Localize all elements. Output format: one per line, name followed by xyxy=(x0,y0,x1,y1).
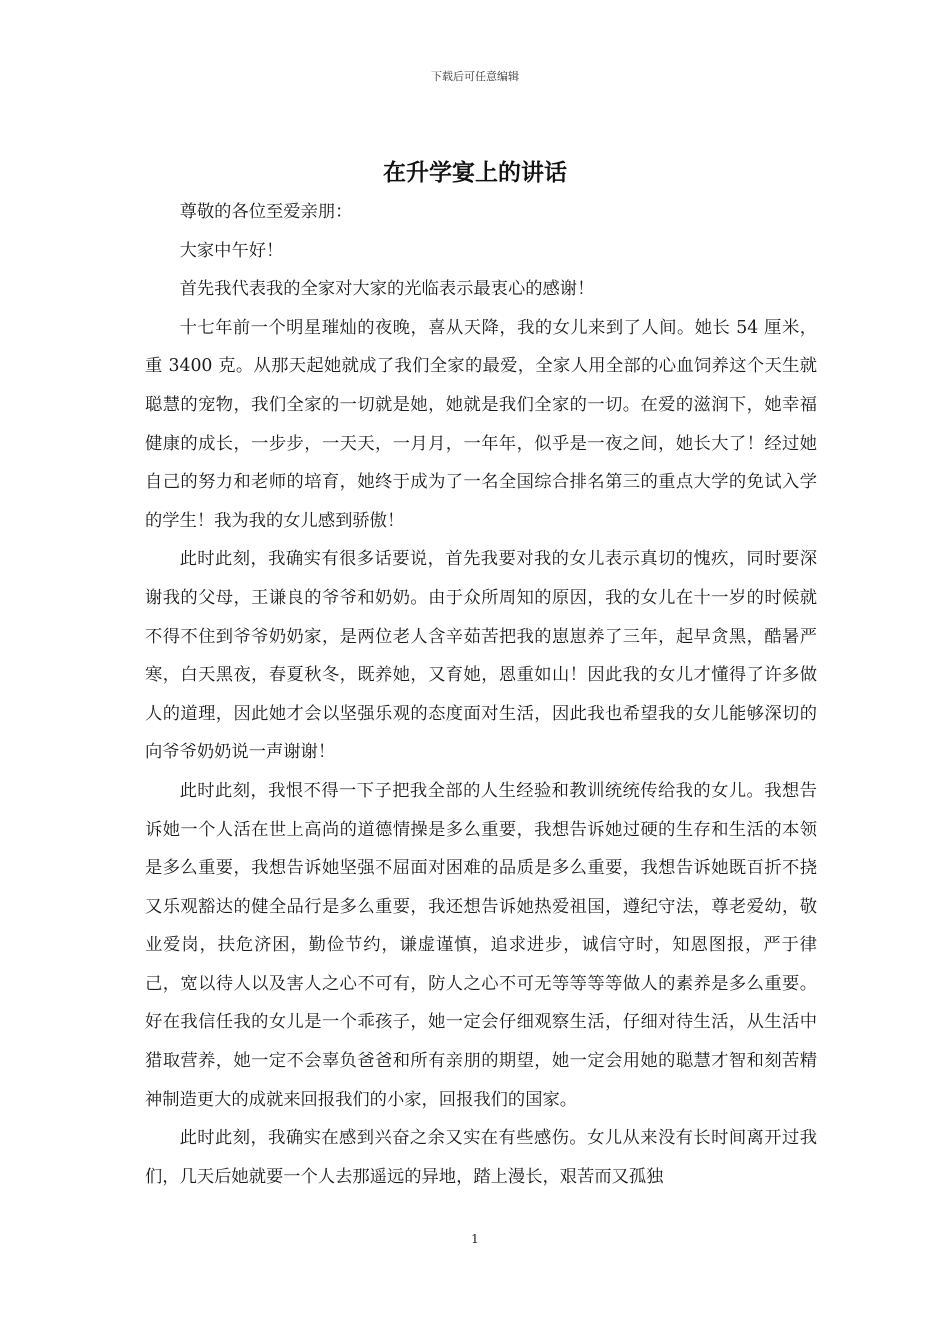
paragraph: 此时此刻，我确实有很多话要说，首先我要对我的女儿表示真切的愧疚，同时要深谢我的父母，王谦良的爷爷和奶奶。由于众所周知的原因，我的女儿在十一岁的时候就不得不住到爷爷奶奶家，是两位老人含辛茹苦把我的崽崽养了三年，起早贪黑，酷暑严寒，白天黑夜，春夏秋冬，既养她，又育她，恩重如山！因此我的女儿才懂得了许多做人的道理，因此她才会以坚强乐观的态度面对生活，因此我也希望我的女儿能够深切的向爷爷奶奶说一声谢谢！ xyxy=(145,549,817,763)
header-note: 下载后可任意编辑 xyxy=(431,70,519,83)
document-body xyxy=(145,193,817,1196)
page-number: 1 xyxy=(471,1232,479,1246)
document-title: 在升学宴上的讲话 xyxy=(383,160,567,186)
greeting: 大家中午好！ xyxy=(179,240,284,261)
paragraph: 首先我代表我的全家对大家的光临表示最衷心的感谢！ xyxy=(179,279,595,300)
paragraph: 十七年前一个明星璀灿的夜晚，喜从天降，我的女儿来到了人间。她长 54 厘米，重 3400 克。从那天起她就成了我们全家的最爱，全家人用全部的心血饲养这个天生就聪慧的宠物，我们全家的一切就是她，她就是我们全家的一切。在爱的滋润下，她幸福健康的成长，一步步，一天天，一月月，一年年，似乎是一夜之间，她长大了！经过她自己的努力和老师的培育，她终于成为了一名全国综合排名第三的重点大学的免试入学的学生！我为我的女儿感到骄傲！ xyxy=(145,317,817,531)
paragraph: 此时此刻，我恨不得一下子把我全部的人生经验和教训统统传给我的女儿。我想告诉她一个人活在世上高尚的道德情操是多么重要，我想告诉她过硬的生存和生活的本领是多么重要，我想告诉她坚强不屈面对困难的品质是多么重要，我想告诉她既百折不挠又乐观豁达的健全品行是多么重要，我还想告诉她热爱祖国，遵纪守法，尊老爱幼，敬业爱岗，扶危济困，勤俭节约，谦虚谨慎，追求进步，诚信守时，知恩图报，严于律己，宽以待人以及害人之心不可有，防人之心不可无等等等等做人的素养是多么重要。好在我信任我的女儿是一个乖孩子，她一定会仔细观察生活，仔细对待生活，从生活中猎取营养，她一定不会辜负爸爸和所有亲朋的期望，她一定会用她的聪慧才智和刻苦精神制造更大的成就来回报我们的小家，回报我们的国家。 xyxy=(145,780,817,1110)
paragraph: 此时此刻，我确实在感到兴奋之余又实在有些感伤。女儿从来没有长时间离开过我们，几天后她就要一个人去那遥远的异地，踏上漫长，艰苦而又孤独 xyxy=(145,1128,817,1187)
salutation: 尊敬的各位至爱亲朋： xyxy=(179,202,353,222)
